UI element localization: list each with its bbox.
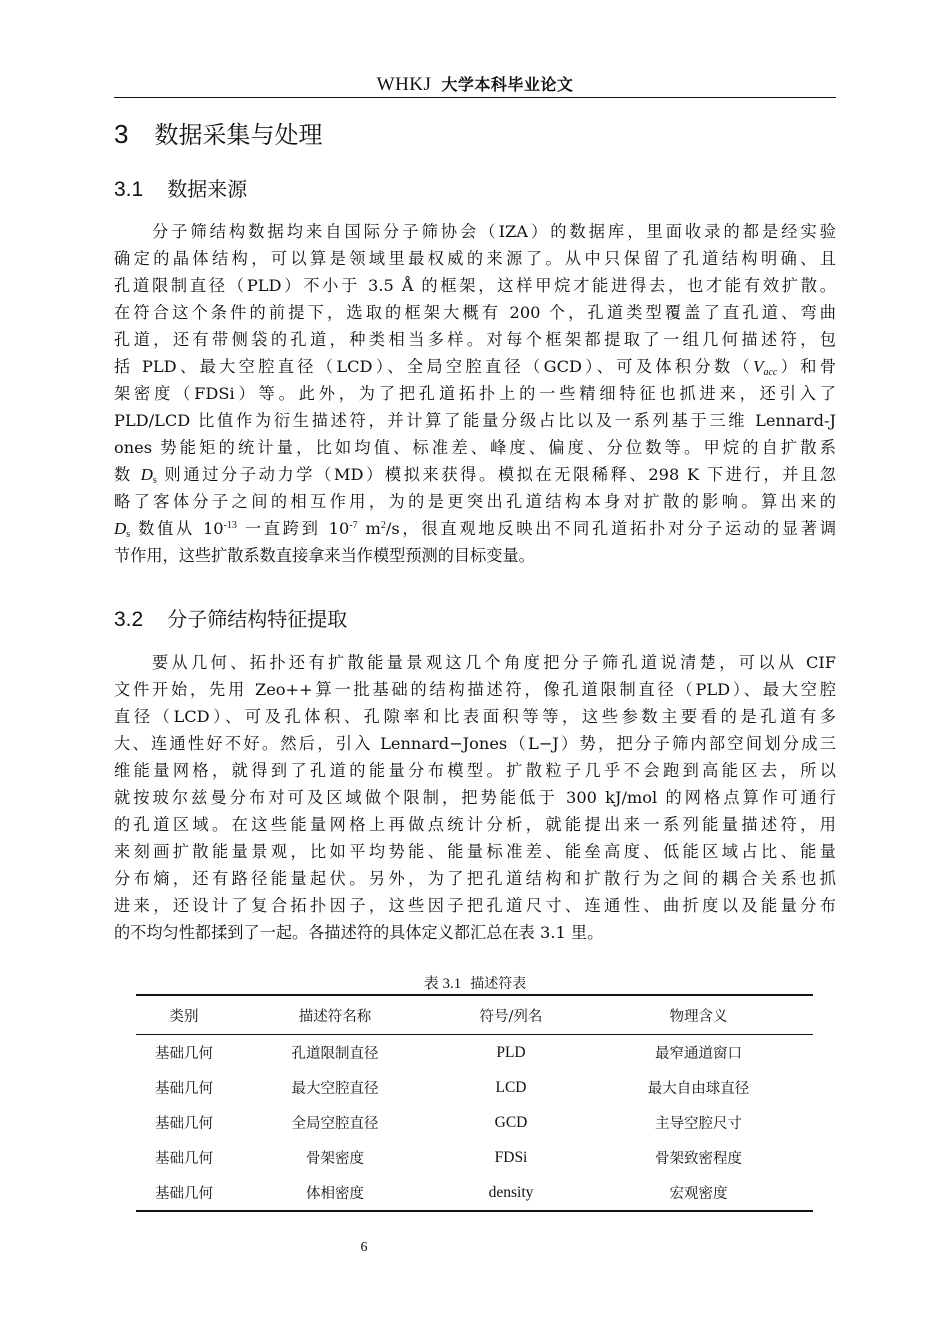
table-cell: LCD — [495, 1078, 527, 1096]
superscript: -13 — [223, 520, 237, 531]
text-line: 节作用，这些扩散系数直接拿来当作模型预测的目标变量。 — [114, 546, 535, 565]
column-header: 类别 — [136, 995, 232, 1035]
section-heading-3-2 — [114, 603, 347, 632]
table-row — [136, 1070, 813, 1105]
text-line: 孔道限制直径（PLD）不小于 3.5 Å 的框架，这样甲烷才能进得去，也才能有效扩散。 — [114, 276, 836, 295]
paragraph-feature-extraction — [114, 649, 836, 946]
section-heading-3-1 — [114, 173, 247, 202]
text-span: 括 PLD、最大空腔直径（LCD）、全局空腔直径（GCD）、可及体积分数（ — [114, 357, 754, 376]
table-caption-number: 表 3.1 — [423, 976, 462, 992]
text-line: 就按玻尔兹曼分布对可及区域做个限制，把势能低于 300 kJ/mol 的网格点算作可通行 — [114, 788, 836, 807]
text-line — [114, 461, 836, 488]
text-line: 进来，还设计了复合拓扑因子，这些因子把孔道尺寸、连通性、曲折度以及能量分布 — [114, 896, 836, 915]
table-caption-title: 描述符表 — [470, 976, 527, 992]
table-caption — [114, 972, 836, 993]
paragraph-data-source — [114, 218, 836, 569]
text-line: 在符合这个条件的前提下，选取的框架大概有 200 个，孔道类型覆盖了直孔道、弯曲 — [114, 303, 836, 322]
header-school: WHKJ — [376, 74, 432, 95]
table-cell: density — [438, 1175, 584, 1211]
table-cell: 基础几何 — [155, 1116, 213, 1132]
text-line: 直径（LCD）、可及孔体积、孔隙率和比表面积等等，这些参数主要看的是孔道有多 — [114, 707, 836, 726]
text-line: 来刻画扩散能量景观，比如平均势能、能量标准差、能垒高度、低能区域占比、能量 — [114, 842, 836, 861]
text-line: 文件开始，先用 Zeo++算一批基础的结构描述符，像孔道限制直径（PLD）、最大空腔 — [114, 680, 836, 699]
chapter-title: 数据采集与处理 — [154, 121, 323, 149]
subscript-s: s — [126, 529, 131, 540]
table-row — [136, 1105, 813, 1140]
chapter-number: 3 — [114, 119, 129, 149]
table-header-row — [136, 995, 813, 1035]
text-span: 一直跨到 10 — [236, 519, 350, 538]
table-row — [136, 1175, 813, 1211]
text-line: 要从几何、拓扑还有扩散能量景观这几个角度把分子筛孔道说清楚，可以从 CIF — [152, 653, 836, 672]
text-line: 的孔道区域。在这些能量网格上再做点统计分析，就能提出来一系列能量描述符，用 — [114, 815, 836, 834]
table-cell: 全局空腔直径 — [291, 1116, 379, 1132]
table-cell: 基础几何 — [155, 1151, 213, 1167]
table-cell: 骨架密度 — [306, 1151, 364, 1167]
text-line: 的不均匀性都揉到了一起。各描述符的具体定义都汇总在表 3.1 里。 — [114, 923, 604, 942]
symbol-d: D — [140, 465, 153, 484]
column-header: 描述符名称 — [232, 995, 438, 1035]
section-number: 3.2 — [114, 608, 144, 631]
running-header — [114, 72, 836, 96]
header-title: 大学本科毕业论文 — [441, 75, 574, 94]
table-cell: FDSi — [494, 1148, 528, 1166]
section-number: 3.1 — [114, 178, 144, 201]
table-row — [136, 1035, 813, 1071]
subscript-s: s — [152, 475, 157, 486]
superscript: -7 — [349, 520, 358, 531]
text-line — [114, 353, 836, 380]
text-span: 数值从 10 — [130, 519, 224, 538]
table-cell: 基础几何 — [155, 1081, 213, 1097]
text-span: ）和骨 — [777, 357, 836, 376]
text-line: 架密度（FDSi）等。此外，为了把孔道拓扑上的一些精细特征也抓进来，还引入了 — [114, 384, 836, 403]
table-cell: GCD — [494, 1113, 528, 1131]
table-cell: 最大自由球直径 — [647, 1081, 750, 1097]
text-line: 分布熵，还有路径能量起伏。另外，为了把孔道结构和扩散行为之间的耦合关系也抓 — [114, 869, 836, 888]
page-number: 6 — [360, 1240, 368, 1255]
symbol-d: D — [114, 519, 127, 538]
text-line — [114, 515, 836, 542]
text-span: 则通过分子动力学（MD）模拟来获得。模拟在无限稀释、298 K 下进行，并且忽 — [156, 465, 836, 484]
text-line: PLD/LCD 比值作为衍生描述符，并计算了能量分级占比以及一系列基于三维 Lennard-J — [114, 411, 836, 430]
text-line: 确定的晶体结构，可以算是领域里最权威的来源了。从中只保留了孔道结构明确、且 — [114, 249, 836, 268]
table-cell: 体相密度 — [232, 1175, 438, 1211]
table-cell: 主导空腔尺寸 — [655, 1116, 742, 1132]
table-cell: 骨架致密程度 — [655, 1151, 742, 1167]
text-line: 大、连通性好不好。然后，引入 Lennard−Jones（L−J）势，把分子筛内部空间划分成三 — [114, 734, 836, 753]
chapter-heading — [114, 115, 322, 150]
table-cell: 宏观密度 — [584, 1175, 813, 1211]
text-span: 数 — [114, 465, 141, 484]
text-line: 孔道，还有带侧袋的孔道，种类相当多样。对每个框架都提取了一组几何描述符，包 — [114, 330, 836, 349]
table-cell: 基础几何 — [136, 1175, 232, 1211]
symbol-v: V — [753, 357, 764, 376]
table-row — [136, 1140, 813, 1175]
text-line: 维能量网格，就得到了孔道的能量分布模型。扩散粒子几乎不会跑到高能区去，所以 — [114, 761, 836, 780]
table-cell: 最窄通道窗口 — [655, 1046, 742, 1062]
text-line: 略了客体分子之间的相互作用，为的是更突出孔道结构本身对扩散的影响。算出来的 — [114, 492, 836, 511]
text-span: /s，很直观地反映出不同孔道拓扑对分子运动的显著调 — [385, 519, 836, 538]
table-cell: PLD — [496, 1043, 526, 1061]
column-header: 符号/列名 — [438, 995, 584, 1035]
text-line: ones 势能矩的统计量，比如均值、标准差、峰度、偏度、分位数等。甲烷的自扩散系 — [114, 438, 836, 457]
section-title: 数据来源 — [167, 177, 248, 201]
table-cell: 孔道限制直径 — [291, 1046, 379, 1062]
subscript-acc: acc — [763, 367, 778, 378]
text-line: 分子筛结构数据均来自国际分子筛协会（IZA）的数据库，里面收录的都是经实验 — [152, 222, 836, 241]
column-header: 物理含义 — [584, 995, 813, 1035]
section-title: 分子筛结构特征提取 — [167, 607, 348, 631]
text-span: m — [357, 519, 381, 538]
superscript: 2 — [380, 520, 386, 531]
descriptor-table — [136, 994, 813, 1212]
header-rule — [114, 97, 836, 98]
table-cell: 基础几何 — [155, 1046, 213, 1062]
table-cell: 最大空腔直径 — [291, 1081, 379, 1097]
